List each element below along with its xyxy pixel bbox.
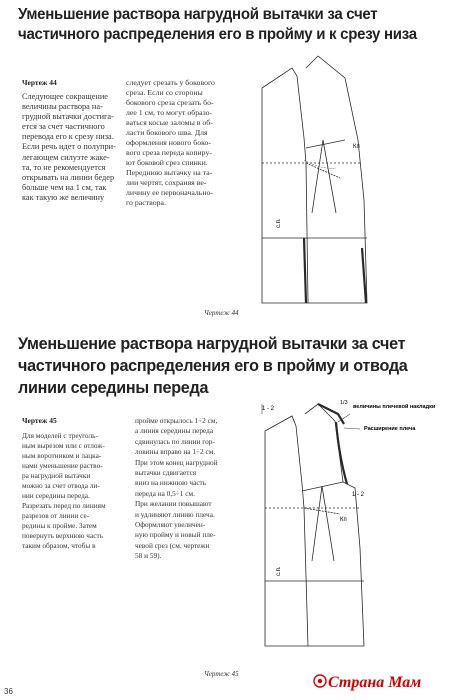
label-12-top: 1 - 2 — [262, 406, 275, 412]
section1-title: Уменьшение раствора нагрудной вытачки за счет частичного распределения его в пройму и к срезу низа — [18, 6, 417, 43]
kn-label-44: Кп — [353, 144, 360, 150]
front-outline — [305, 404, 364, 646]
front-outline — [306, 56, 367, 303]
section1-text-col1: Следующее сокращение величины раствора на- грудной вытачки достига- ется за счет частичного перевода его к срезу низа. Если речь идет о полупри- легающем силуэте жаке- та, то не рекомендуется открывать на линии бедер больше чем на 1 см, так как такую же величину — [22, 92, 116, 202]
watermark-logo-icon — [312, 673, 328, 689]
cp-label-44: с.п. — [276, 218, 282, 228]
label-13: 1/3 — [340, 400, 348, 406]
section2-caption: Чертеж 45 — [204, 670, 239, 678]
pattern-drawing-44 — [240, 48, 470, 323]
cp-label-45: с.п. — [276, 566, 282, 576]
waist-dart — [312, 486, 334, 561]
kn-label-45: Кп — [340, 517, 347, 523]
section1-caption: Чертеж 44 — [204, 309, 239, 317]
armhole-bold — [336, 422, 347, 484]
pattern-drawing-45 — [240, 396, 470, 676]
watermark-text: Страна Мам — [328, 674, 422, 691]
shoulder-extension-bold — [318, 404, 344, 424]
pointer-shoulder-ext — [344, 428, 360, 429]
waist-dart — [312, 140, 336, 213]
back-outline — [265, 416, 308, 646]
section2-drawing-label: Чертеж 45 — [22, 416, 57, 425]
section1-text-col2: следует срезать у бокового среза. Если со стороны бокового среза срезать бо- лее 1 см, то могут образо- ваться косые заломы в об- ласти бокового шва. Для оформления нового боко- вого среза переда копиру- ют боковой срез спинки. Переднюю вытачку на та- лии чертят, сохраняя ве- личину ее первоначально- го раствора. — [126, 78, 215, 207]
section2-title: Уменьшение раствора нагрудной вытачки за счет частичного распределения его в пройму и отвода линии середины переда — [18, 334, 408, 397]
page-number: 36 — [4, 687, 13, 696]
armhole-cut — [306, 140, 345, 148]
label-12-mid: 1 - 2 — [352, 492, 365, 498]
label-shoulder-ext: Расширение плеча — [364, 426, 416, 432]
label-shoulder-pad: величины плечевой накладки — [353, 404, 436, 410]
section2-text-col2: пройме открылось 1÷2 см, а линия середины переда сдвинулась по линии гор- ловины вправо на 1÷2 см. При этом конец нагрудной вытачки сдвигается вниз на нижнюю часть переда на 0,5÷1 см. При желании повышают и удлиняют линию плеча. Оформляют увеличен- ную пройму и новый пле- чевой срез (см. чертежи 58 и 59). — [135, 416, 218, 561]
section2-text-col1: Для моделей с треуголь- ным вырезом или с отлож- ным воротником и лацка- нами уменьшение раство- ра нагрудной вытачки можно за счет отвода ли- нии середины переда. Разрезать перед по линиям разрезов от линии се- редины к пройме. Затем повернуть верхнюю часть таким образом, чтобы в — [22, 431, 106, 550]
front-side-bold — [304, 238, 306, 303]
section1-drawing-label: Чертеж 44 — [22, 78, 57, 87]
back-outline — [262, 68, 308, 303]
bust-dart-line — [304, 508, 340, 514]
bust-dart-line — [306, 163, 340, 178]
